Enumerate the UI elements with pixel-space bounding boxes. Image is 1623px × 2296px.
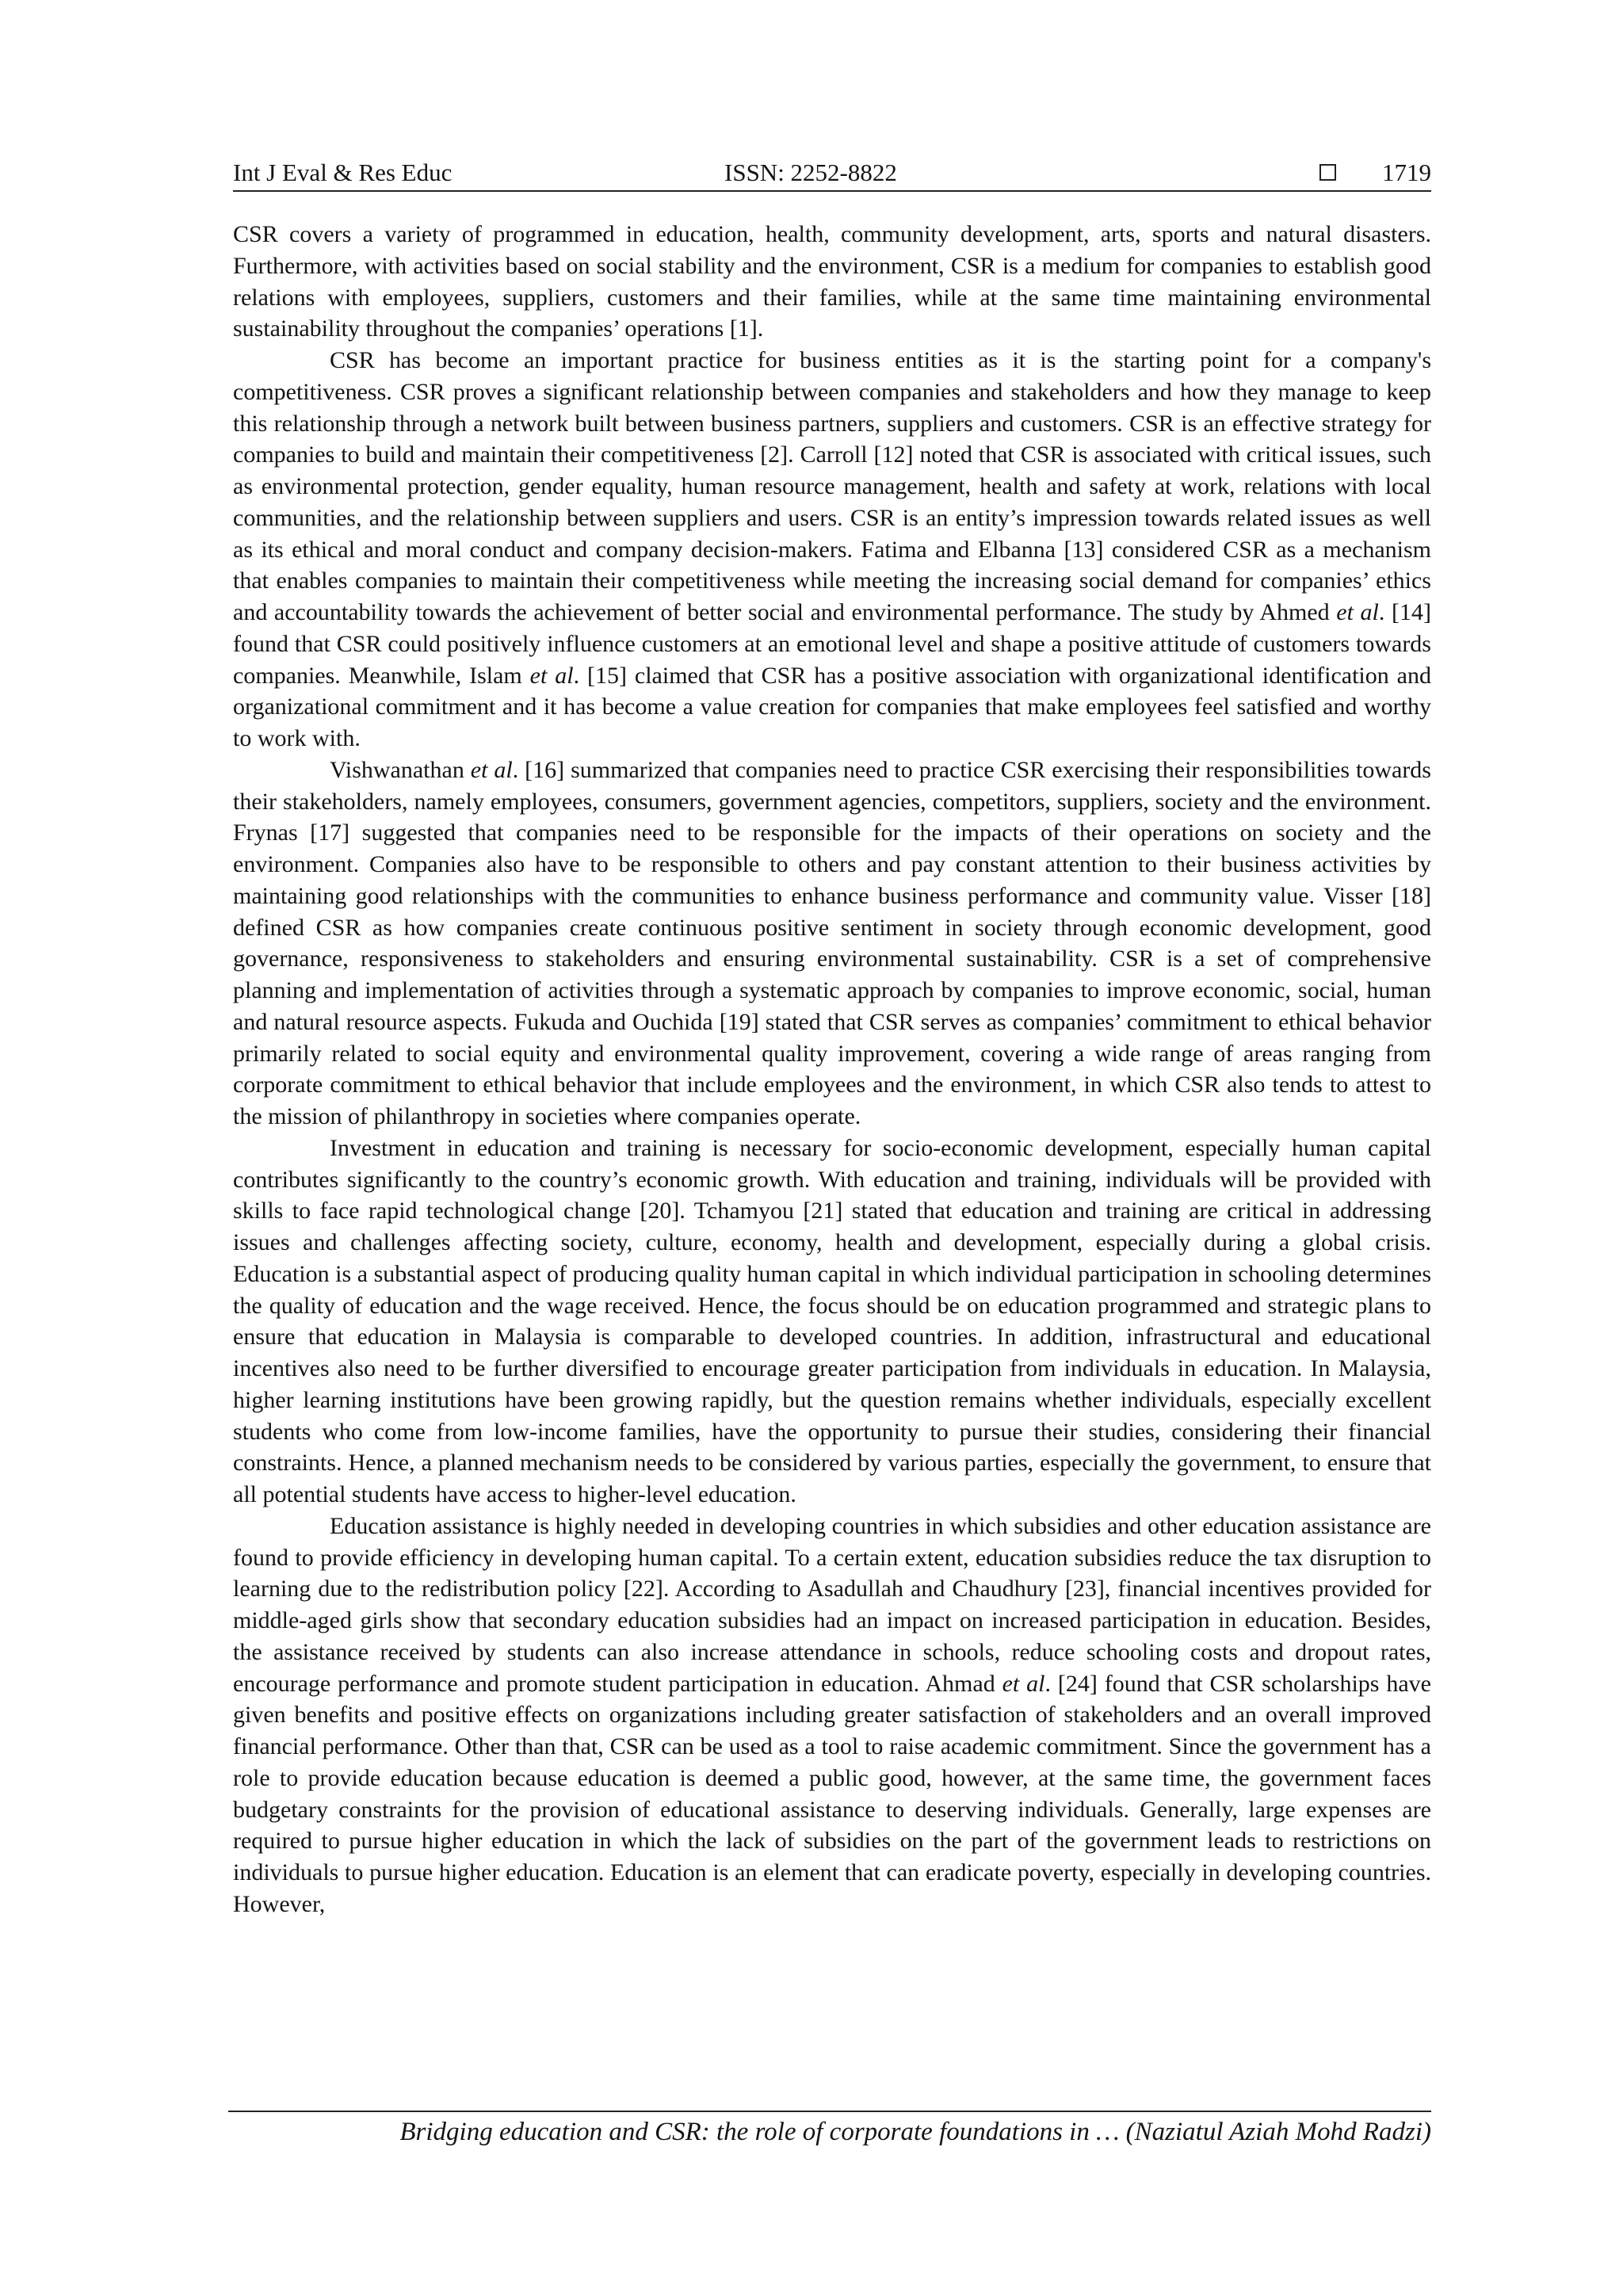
italic-text: et al xyxy=(529,662,574,689)
paragraph-2 xyxy=(233,345,1431,755)
page-number-group xyxy=(1319,155,1431,190)
page-number: 1719 xyxy=(1382,159,1431,186)
text-run: . [15] claimed that CSR has a positive association with organizational identification and organizational commitment and it has become a value creation for companies that make employees feel satisfied and worthy to work with. xyxy=(233,662,1431,751)
text-run: . [24] found that CSR scholarships have given benefits and positive effects on organizations including greater satisfaction of stakeholders and an overall improved financial performance. Other than that, CSR can be used as a tool to raise academic commitment. Since the government has a role to provide education because education is deemed a public good, however, at the same time, the government faces budgetary constraints for the provision of educational assistance to deserving individuals. Generally, large expenses are required to pursue higher education in which the lack of subsidies on the part of the government leads to restrictions on individuals to pursue higher education. Education is an element that can eradicate poverty, especially in developing countries. However, xyxy=(233,1670,1431,1917)
text-run: CSR covers a variety of programmed in education, health, community development, arts, sports and natural disasters. Furthermore, with activities based on social stability and the environment, CSR is a medium for companies to establish good relations with employees, suppliers, customers and their families, while at the same time maintaining environmental sustainability throughout the companies’ operations [1]. xyxy=(233,221,1431,342)
running-header xyxy=(233,155,1431,192)
text-run: Vishwanathan xyxy=(330,756,471,783)
paragraph-5 xyxy=(233,1511,1431,1920)
text-run: . [16] summarized that companies need to practice CSR exercising their responsibilities towards their stakeholders, namely employees, consumers, government agencies, competitors, suppliers, society and the environment. Frynas [17] suggested that companies need to be responsible for the impacts of their operations on society and the environment. Companies also have to be responsible to others and pay constant attention to their business activities by maintaining good relationships with the communities to enhance business performance and community value. Visser [18] defined CSR as how companies create continuous positive sentiment in society through economic development, good governance, responsiveness to stakeholders and ensuring environmental sustainability. CSR is a set of comprehensive planning and implementation of activities through a systematic approach by companies to improve economic, social, human and natural resource aspects. Fukuda and Ouchida [19] stated that CSR serves as companies’ commitment to ethical behavior primarily related to social equity and environmental quality improvement, covering a wide range of areas ranging from corporate commitment to ethical behavior that include employees and the environment, in which CSR also tends to attest to the mission of philanthropy in societies where companies operate. xyxy=(233,756,1431,1129)
body-text xyxy=(233,219,1431,1920)
italic-text: et al xyxy=(1002,1670,1045,1697)
square-bullet-icon xyxy=(1319,164,1336,181)
paragraph-1 xyxy=(233,219,1431,345)
running-footer: Bridging education and CSR: the role of corporate foundations in … (Naziatul Aziah Mohd Radzi) xyxy=(399,2118,1431,2146)
italic-text: et al xyxy=(1336,599,1379,625)
text-run: Education assistance is highly needed in developing countries in which subsidies and other education assistance are found to provide efficiency in developing human capital. To a certain extent, education subsidies reduce the tax disruption to learning due to the redistribution policy [22]. According to Asadullah and Chaudhury [23], financial incentives provided for middle-aged girls show that secondary education subsidies had an impact on increased participation in education. Besides, the assistance received by students can also increase attendance in schools, reduce schooling costs and dropout rates, encourage performance and promote student participation in education. Ahmad xyxy=(233,1512,1431,1697)
journal-name: Int J Eval & Res Educ xyxy=(233,159,453,186)
paragraph-4 xyxy=(233,1133,1431,1511)
italic-text: et al xyxy=(470,756,513,783)
issn: ISSN: 2252-8822 xyxy=(724,159,897,186)
text-run: Investment in education and training is necessary for socio-economic development, especially human capital contributes significantly to the country’s economic growth. With education and training, individuals will be provided with skills to face rapid technological change [20]. Tchamyou [21] stated that education and training are critical in addressing issues and challenges affecting society, culture, economy, health and development, especially during a global crisis. Education is a substantial aspect of producing quality human capital in which individual participation in schooling determines the quality of education and the wage received. Hence, the focus should be on education programmed and strategic plans to ensure that education in Malaysia is comparable to developed countries. In addition, infrastructural and educational incentives also need to be further diversified to encourage greater participation from individuals in education. In Malaysia, higher learning institutions have been growing rapidly, but the question remains whether individuals, especially excellent students who come from low-income families, have the opportunity to pursue their studies, considering their financial constraints. Hence, a planned mechanism needs to be considered by various parties, especially the government, to ensure that all potential students have access to higher-level education. xyxy=(233,1134,1431,1507)
text-run: . [14] found that CSR could positively influence customers at an emotional level and shape a positive attitude of customers towards companies. Meanwhile, Islam xyxy=(233,599,1431,689)
footer-rule xyxy=(228,2111,1431,2112)
text-run: CSR has become an important practice for business entities as it is the starting point for a company's competitiveness. CSR proves a significant relationship between companies and stakeholders and how they manage to keep this relationship through a network built between business partners, suppliers and customers. CSR is an effective strategy for companies to build and maintain their competitiveness [2]. Carroll [12] noted that CSR is associated with critical issues, such as environmental protection, gender equality, human resource management, health and safety at work, relations with local communities, and the relationship between suppliers and users. CSR is an entity’s impression towards related issues as well as its ethical and moral conduct and company decision-makers. Fatima and Elbanna [13] considered CSR as a mechanism that enables companies to maintain their competitiveness while meeting the increasing social demand for companies’ ethics and accountability towards the achievement of better social and environmental performance. The study by Ahmed xyxy=(233,347,1431,625)
paragraph-3 xyxy=(233,755,1431,1133)
